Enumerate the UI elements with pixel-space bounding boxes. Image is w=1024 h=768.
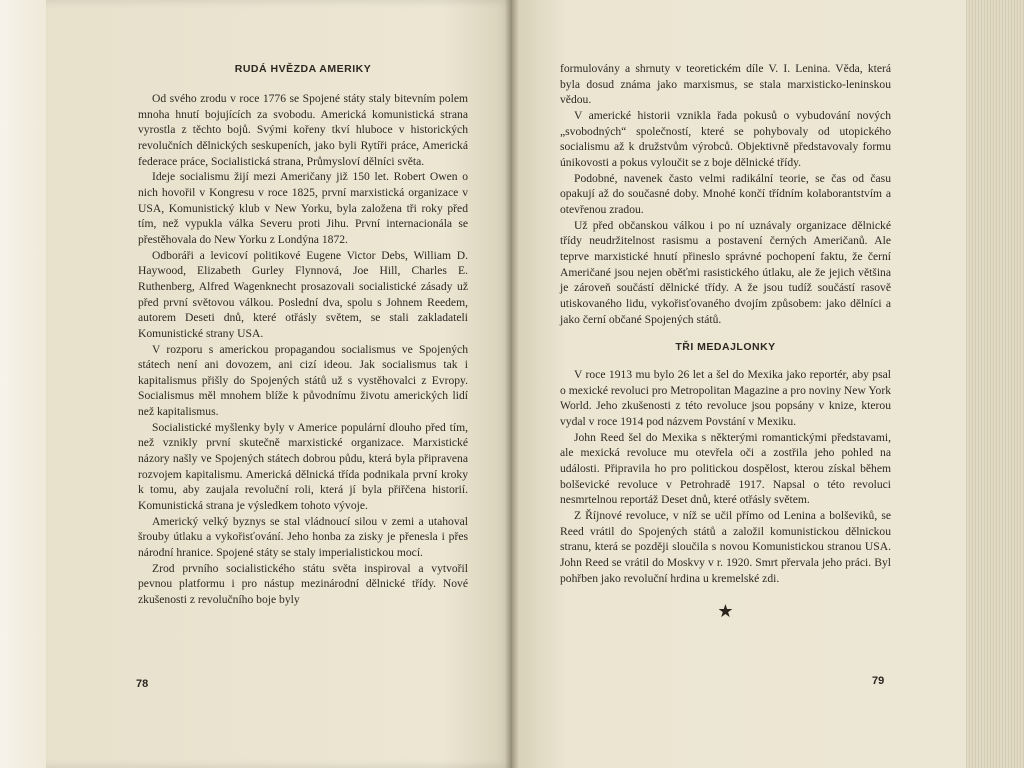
paragraph: Ideje socialismu žijí mezi Američany již 150 let. Robert Owen o nich hovořil v Kongresu v roce 1825, první marxistická organizace v USA, Komunistický klub v New Yorku, byla založena tři roky před tím, než vypukla válka Severu proti Jihu. První internacionála se přestěhovala do New Yorku z Londýna 1872. [138,170,468,246]
page-edges [966,0,1024,768]
page-number-left: 78 [136,678,149,690]
background-left [0,0,46,768]
paragraph: Zrod prvního socialistického státu světa inspiroval a vytvořil pevnou platformu i pro nástup mezinárodní dělnické třídy. Nové zkušenosti z revolučního boje byly [138,561,468,606]
paragraph: Už před občanskou válkou i po ní uznávaly organizace dělnické třídy neudržitelnost rasismu a postavení černých Američanů. Ale teprve marxistické hnutí přineslo správné pochopení faktu, že černí Američané jsou nejen oběťmi rasistického útlaku, ale že jejich většina je zároveň součástí dělnické třídy. A že jsou tudíž součástí rasově utiskovaného lidu, vykořisťovaného dvojím způsobem: jako dělníci a jako černí občané Spojených států. [560,218,891,326]
page-number-right: 79 [872,675,885,687]
book-gutter [505,0,519,768]
paragraph: V americké historii vznikla řada pokusů o vybudování nových „svobodných“ společností, které se pohybovaly od utopického socialismu až k družstvům výrobců. Objektivně představovaly formu únikovosti a pokus vyloučit se z boje dělnické třídy. [560,108,891,169]
right-page-text [560,61,891,620]
left-page-text [138,62,468,608]
star-ornament-icon: ★ [717,601,734,622]
paragraph: Od svého zrodu v roce 1776 se Spojené státy staly bitevním polem mnoha hnutí bojujících za svobodu. Americká komunistická strana vyrostla z těchto bojů. Svými kořeny tkví hluboce v historických revolučních dělnických seskupeních, jako byli Rytíři práce, Americká federace práce, Socialistická strana, Průmysloví dělníci světa. [138,92,468,168]
paragraph: Socialistické myšlenky byly v Americe populární dlouho před tím, než vznikly první skutečně marxistické organizace. Marxistické názory našly ve Spojených státech dobrou půdu, která byla připravena rozvojem kapitalismu. Americká dělnická třída podnikala první kroky k tomu, aby zaujala revoluční roli, která jí byla přiřčena historií. Komunistická strana je výsledkem tohoto vývoje. [138,420,468,513]
paragraph: John Reed šel do Mexika s některými romantickými představami, ale mexická revoluce mu otevřela oči a zostřila jeho pohled na události. Připravila ho pro politickou dospělost, kterou získal během bolševické revoluce v Petrohradě 1917. Napsal o této revoluci nesmrtelnou reportáž Deset dnů, které otřásly světem. [560,430,891,507]
paragraph-continuation: formulovány a shrnuty v teoretickém díle V. I. Lenina. Věda, která byla dosud známa jako marxismus, se stala marxisticko-leninskou vědou. [560,62,891,107]
paragraph: Odboráři a levicoví politikové Eugene Victor Debs, William D. Haywood, Elizabeth Gurley Flynnová, Joe Hill, Charles E. Ruthenberg, Alfred Wagenknecht prosazovali socialistické zásady už před první světovou válkou. Poslední dva, spolu s Johnem Reedem, autorem Deseti dnů, které otřásly světem, se stali zakladateli Komunistické strany USA. [138,248,468,340]
section-heading: TŘI MEDAJLONKY [675,341,776,354]
chapter-heading: RUDÁ HVĚZDA AMERIKY [234,63,372,75]
paragraph: Podobné, navenek často velmi radikální teorie, se čas od času opakují až do současné doby. Mnohé končí třídním kolaborantstvím a otevřenou zradou. [560,171,891,216]
paragraph: V rozporu s americkou propagandou socialismus ve Spojených státech není ani dovozem, ani cizí ideou. Jak socialismus tak i kapitalismus přišly do Spojených států už s vystěhovalci z Evropy. Socialismus měl mnohem blíže k původnímu životu amerických lidí než kapitalismus. [138,342,468,419]
paragraph: Americký velký byznys se stal vládnoucí silou v zemi a utahoval šrouby útlaku a vykořisťování. Jeho honba za zisky je přenesla i přes národní hranice. Spojené státy se staly imperialistickou mocí. [138,514,468,560]
paragraph: V roce 1913 mu bylo 26 let a šel do Mexika jako reportér, aby psal o mexické revoluci pro Metropolitan Magazine a pro noviny New York World. Jeho zkušenosti z této revoluce jsou popsány v knize, kterou vydal v roce 1914 pod názvem Povstání v Mexiku. [560,368,891,429]
paragraph: Z Říjnové revoluce, v níž se učil přímo od Lenina a bolševiků, se Reed vrátil do Spojených států a založil komunistickou dělnickou stranu, která se později sloučila s novou Komunistickou stranou USA. John Reed se vrátil do Moskvy v r. 1920. Smrt přervala jeho práci. Byl pohřben jako revoluční hrdina u kremelské zdi. [560,509,891,585]
